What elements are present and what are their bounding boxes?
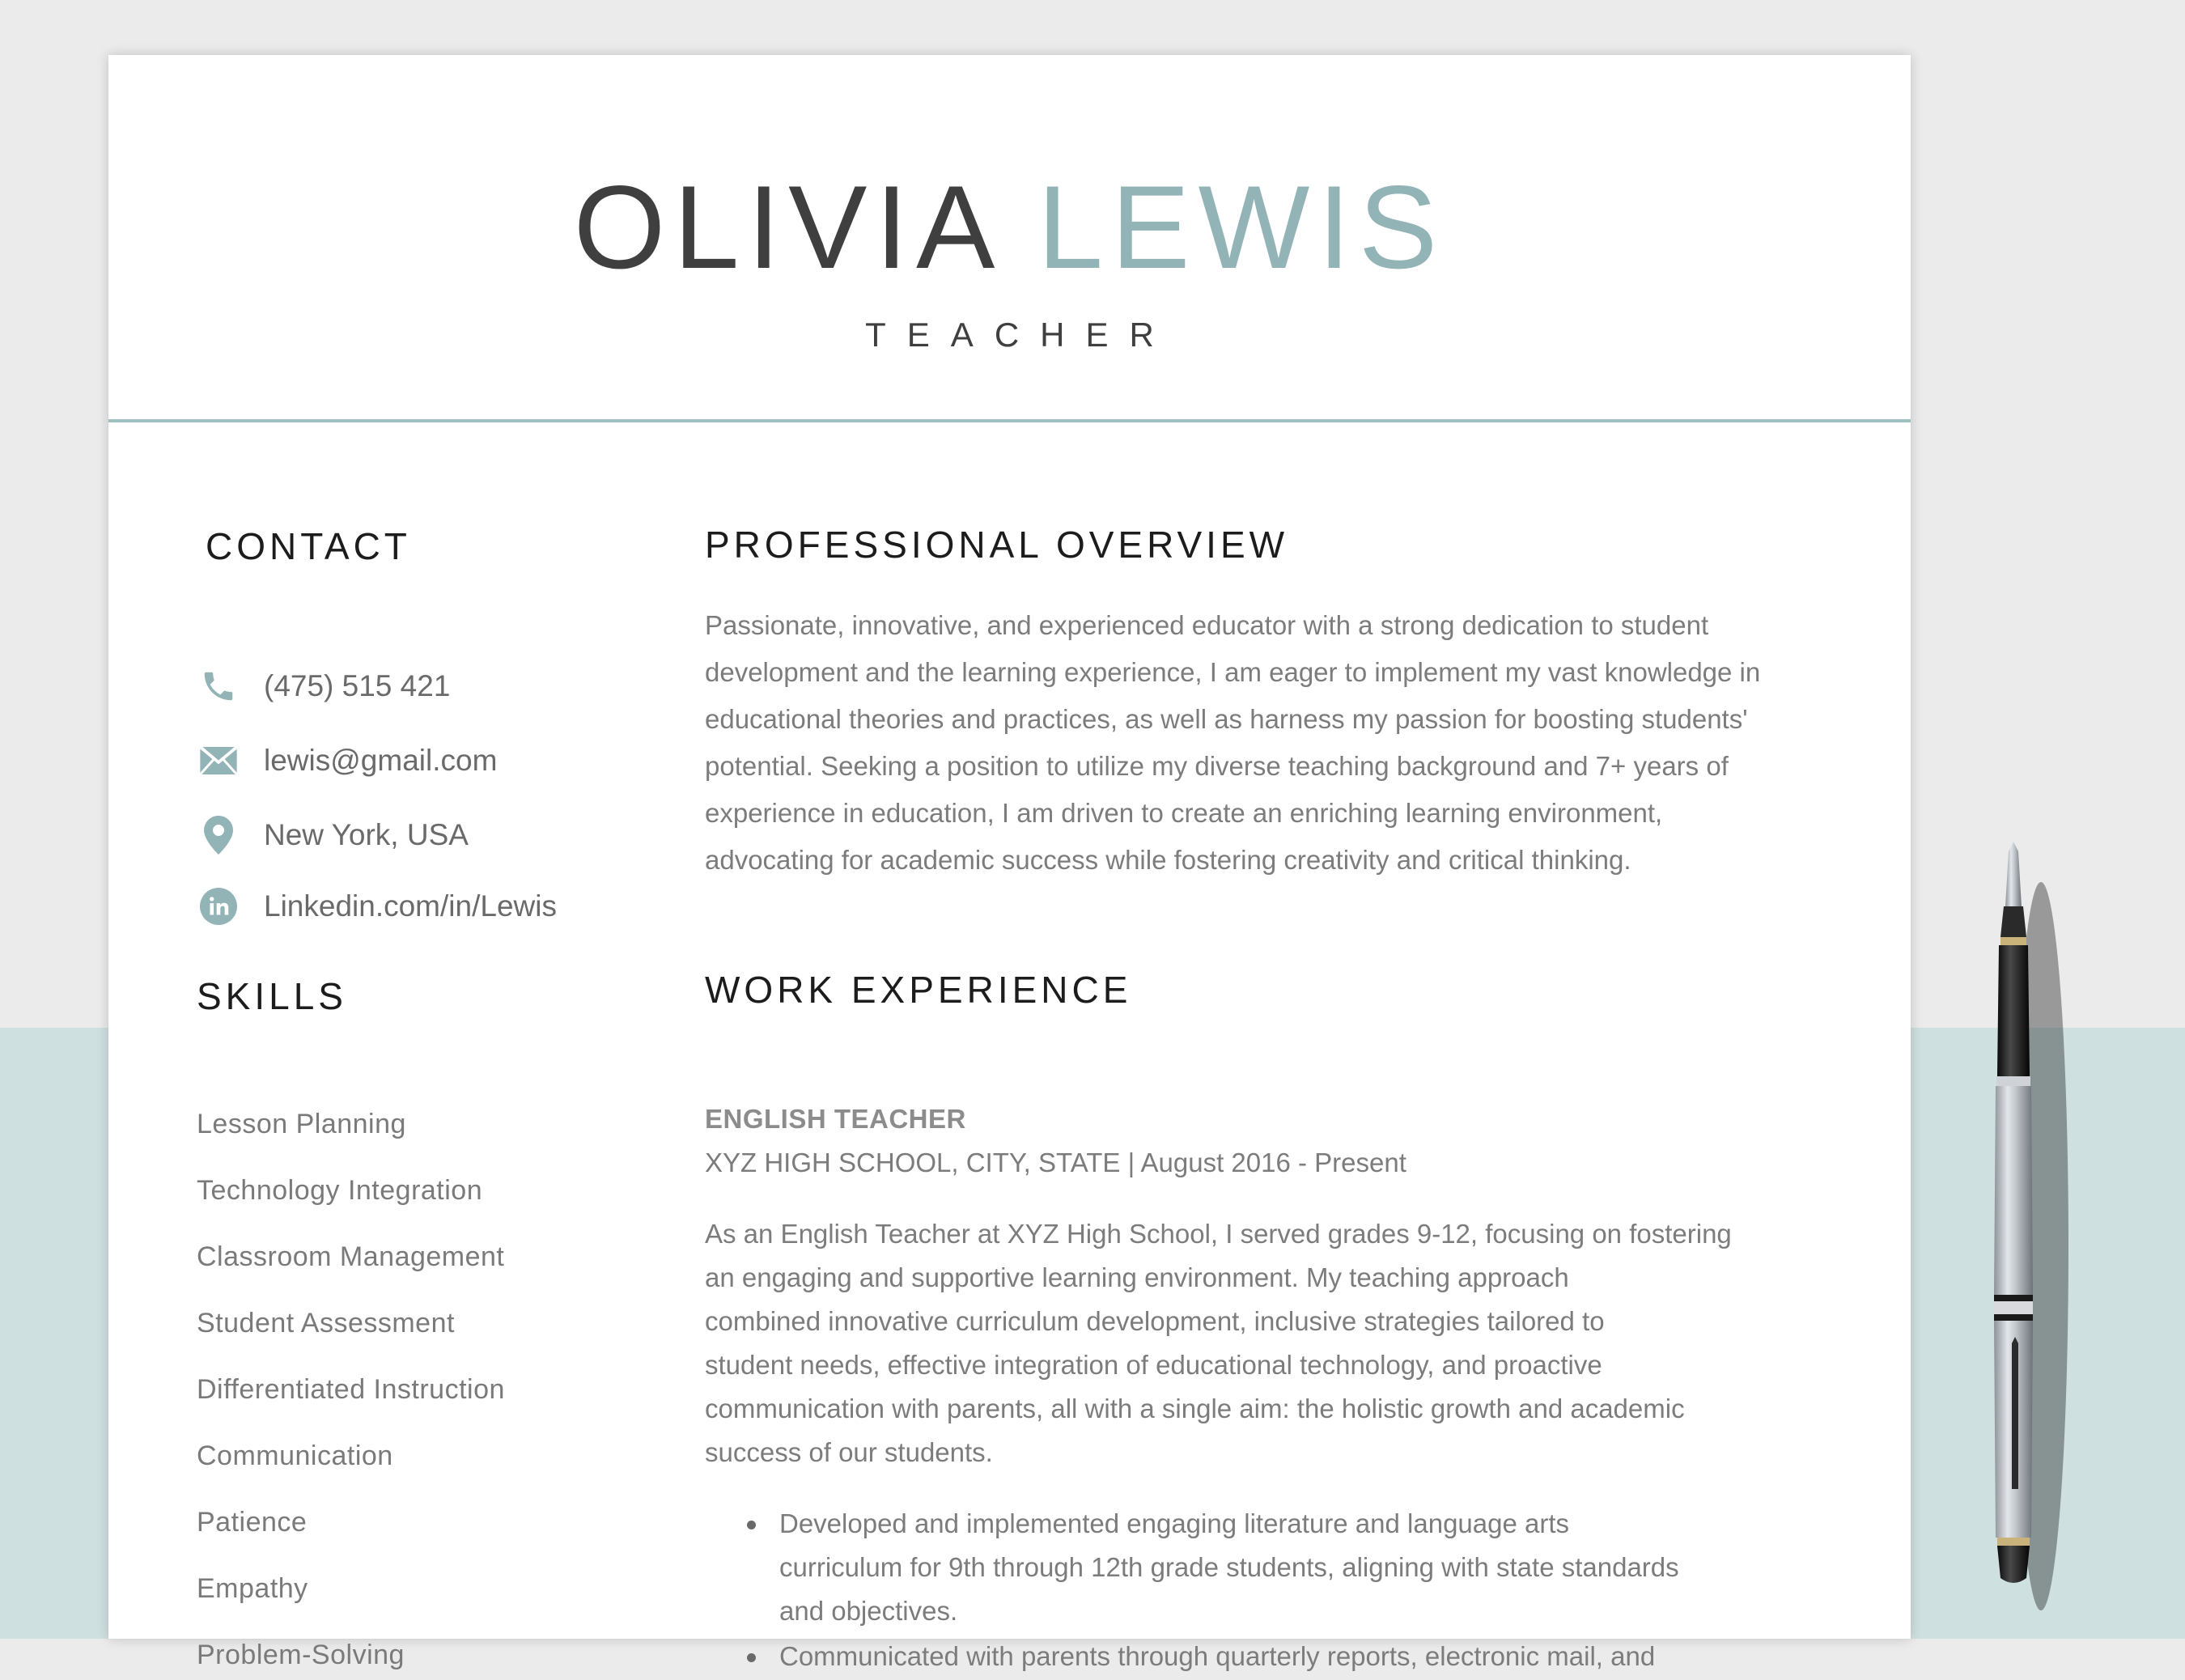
- location-text: New York, USA: [264, 818, 469, 851]
- overview-paragraph: [705, 602, 1838, 884]
- experience-line: As an English Teacher at XYZ High School, I served grades 9-12, focusing on fostering: [705, 1219, 1732, 1249]
- overview-line: development and the learning experience, I am eager to implement my vast knowledge in: [705, 657, 1761, 687]
- experience-line: combined innovative curriculum development, inclusive strategies tailored to: [705, 1306, 1605, 1336]
- bullet-item: [705, 1635, 1838, 1678]
- header-divider: [108, 419, 1911, 422]
- skill-item: Patience: [197, 1507, 308, 1538]
- skill-item: Problem-Solving: [197, 1640, 405, 1670]
- skill-item: Classroom Management: [197, 1241, 505, 1272]
- phone-icon: [197, 665, 240, 707]
- linkedin-text: Linkedin.com/in/Lewis: [264, 889, 557, 923]
- experience-line: an engaging and supportive learning environment. My teaching approach: [705, 1262, 1569, 1292]
- first-name: OLIVIA: [573, 161, 997, 293]
- envelope-icon: [197, 740, 240, 782]
- skill-item: Communication: [197, 1440, 393, 1471]
- contact-phone[interactable]: [197, 662, 450, 711]
- bullet-line: Developed and implemented engaging literature and language arts: [779, 1508, 1570, 1538]
- experience-paragraph: [705, 1212, 1838, 1474]
- resume-header: [108, 55, 1911, 419]
- skill-item: Technology Integration: [197, 1175, 483, 1206]
- overview-line: Passionate, innovative, and experienced educator with a strong dedication to student: [705, 610, 1709, 640]
- overview-line: experience in education, I am driven to create an enriching learning environment,: [705, 798, 1663, 828]
- fountain-pen-image: [1966, 842, 2080, 1618]
- phone-text: (475) 515 421: [264, 669, 451, 702]
- bullet-line: curriculum for 9th through 12th grade students, aligning with state standards: [779, 1552, 1679, 1582]
- skill-item: Lesson Planning: [197, 1109, 406, 1139]
- skill-item: Student Assessment: [197, 1308, 455, 1338]
- overview-line: educational theories and practices, as well as harness my passion for boosting students': [705, 704, 1748, 734]
- bullet-item: [705, 1502, 1838, 1633]
- overview-line: advocating for academic success while fostering creativity and critical thinking.: [705, 845, 1631, 875]
- bullet-line: Communicated with parents through quarterly reports, electronic mail, and: [779, 1641, 1656, 1671]
- experience-bullets: [705, 1502, 1838, 1680]
- contact-heading: CONTACT: [206, 525, 411, 567]
- skill-item: Differentiated Instruction: [197, 1374, 505, 1405]
- contact-linkedin[interactable]: [197, 882, 557, 931]
- person-name: [108, 161, 1911, 293]
- last-name: LEWIS: [1037, 161, 1446, 293]
- contact-location[interactable]: [197, 811, 469, 859]
- job-title-header: TEACHER: [865, 316, 1175, 354]
- map-pin-icon: [197, 814, 240, 856]
- skill-item: Empathy: [197, 1573, 308, 1604]
- email-text: lewis@gmail.com: [264, 744, 498, 777]
- overview-line: potential. Seeking a position to utilize my diverse teaching background and 7+ years of: [705, 751, 1729, 781]
- experience-line: communication with parents, all with a single aim: the holistic growth and academic: [705, 1394, 1685, 1423]
- bullet-line: and objectives.: [779, 1596, 958, 1626]
- contact-email[interactable]: [197, 736, 497, 785]
- experience-heading: WORK EXPERIENCE: [705, 969, 1132, 1011]
- experience-line: student needs, effective integration of educational technology, and proactive: [705, 1350, 1602, 1380]
- skills-heading: SKILLS: [197, 975, 347, 1017]
- experience-line: success of our students.: [705, 1437, 993, 1467]
- job-title: ENGLISH TEACHER: [705, 1104, 966, 1134]
- job-meta: XYZ HIGH SCHOOL, CITY, STATE | August 2016 - Present: [705, 1148, 1406, 1177]
- overview-heading: PROFESSIONAL OVERVIEW: [705, 524, 1289, 566]
- resume-page: [108, 55, 1911, 1671]
- linkedin-icon: [197, 885, 240, 927]
